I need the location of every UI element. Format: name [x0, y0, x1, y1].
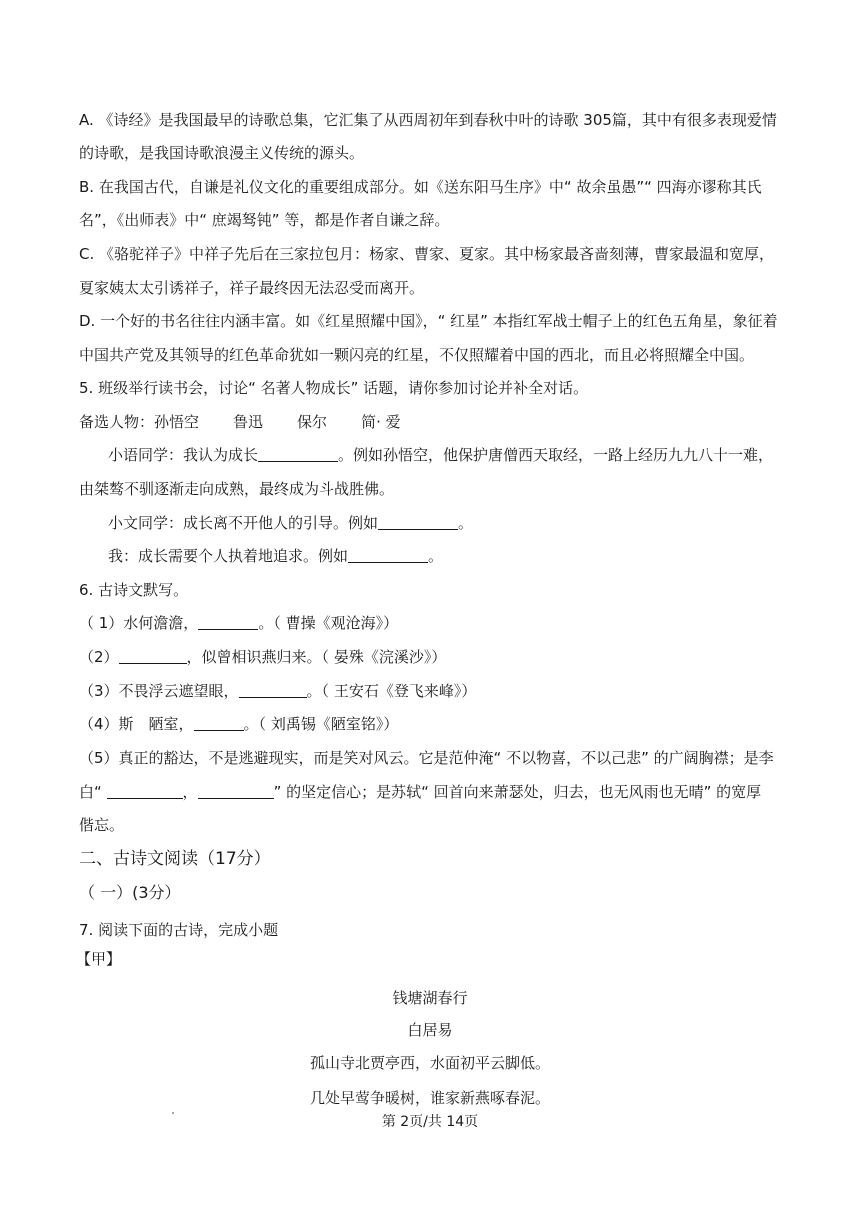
option-c-line-1: C. 《骆驼祥子》中祥子先后在三家拉包月：杨家、曹家、夏家。其中杨家最吝啬刻薄，曹家最温和宽厚，: [79, 245, 775, 263]
dictation-text: 白“: [79, 783, 107, 801]
section-2-subsection: （ 一）(3分）: [79, 883, 181, 902]
dictation-text: （2）: [79, 648, 119, 666]
dialogue-me: [108, 546, 784, 566]
dictation-item-4: [79, 714, 784, 734]
poem-title: 钱塘湖春行: [392, 989, 468, 1007]
answer-blank: [198, 614, 258, 630]
dialogue-xiaoyu: [108, 445, 784, 465]
candidates-line: [79, 412, 784, 432]
dictation-text: ，: [182, 783, 198, 801]
dictation-item-5-line-3: 偕忘。: [79, 816, 125, 834]
dictation-text: （ 1）水何澹澹，: [79, 614, 199, 632]
section-2-title: 二、古诗文阅读（17分）: [79, 849, 271, 869]
dialogue-text: 我：成长需要个人执着地追求。例如: [108, 547, 349, 565]
page-footer: 第 2页/共 14页: [381, 1114, 479, 1130]
question-6-title: 6. 古诗文默写。: [79, 581, 189, 599]
poem-line-1: 孤山寺北贾亭西，水面初平云脚低。: [309, 1054, 550, 1072]
answer-blank: [119, 648, 187, 664]
dialogue-xiaowen: [108, 513, 784, 533]
answer-blank: [107, 783, 183, 799]
answer-blank: [378, 514, 458, 530]
answer-blank: [348, 547, 428, 563]
dictation-item-3: [79, 681, 784, 701]
poem-line-2: 几处早莺争暖树，谁家新燕啄春泥。: [309, 1089, 550, 1107]
dictation-text: 。（ 刘禹锡《陋室铭》）: [243, 715, 399, 733]
dictation-text: （4）斯 陋室，: [79, 715, 194, 733]
dictation-item-5-line-1: （5）真正的豁达，不是逃避现实，而是笑对风云。它是范仲淹“ 不以物喜，不以己悲” 的广阔胸襟；是李: [79, 749, 774, 767]
candidate-4: 简· 爱: [361, 413, 401, 431]
dialogue-text: 小文同学：成长离不开他人的引导。例如: [108, 514, 379, 532]
dictation-text: ，似曾相识燕归来。（ 晏殊《浣溪沙》）: [186, 648, 447, 666]
option-a-line-2: 的诗歌，是我国诗歌浪漫主义传统的源头。: [79, 144, 365, 162]
candidate-2: 鲁迅: [233, 413, 264, 431]
dialogue-text: 小语同学：我认为成长: [108, 446, 259, 464]
candidate-3: 保尔: [297, 413, 328, 431]
dialogue-text: 。: [428, 547, 444, 565]
answer-blank: [239, 682, 307, 698]
candidates-label: 备选人物：: [79, 413, 155, 431]
option-b-line-1: B. 在我国古代，自谦是礼仪文化的重要组成部分。如《送东阳马生序》中“ 故余虽愚”“ 四海亦谬称其氏: [79, 178, 762, 196]
poem-label: 【甲】: [76, 950, 122, 968]
option-d-line-2: 中国共产党及其领导的红色革命犹如一颗闪亮的红星，不仅照耀着中国的西北，而且必将照耀全中国。: [79, 346, 755, 364]
answer-blank: [258, 446, 338, 462]
option-d-line-1: D. 一个好的书名往往内涵丰富。如《红星照耀中国》，“ 红星” 本指红军战士帽子上的红色五角星，象征着: [79, 312, 778, 330]
answer-blank: [198, 783, 274, 799]
answer-blank: [194, 715, 244, 731]
dialogue-xiaoyu-cont: 由桀骜不驯逐渐走向成熟，最终成为斗战胜佛。: [79, 480, 395, 498]
question-5-title: 5. 班级举行读书会，讨论“ 名著人物成长” 话题，请你参加讨论并补全对话。: [79, 379, 589, 397]
question-7-title: 7. 阅读下面的古诗，完成小题: [79, 921, 279, 939]
dictation-text: （3）不畏浮云遮望眼，: [79, 682, 239, 700]
dictation-text: 。（ 王安石《登飞来峰》）: [306, 682, 477, 700]
dictation-item-2: [79, 647, 784, 667]
option-a-line-1: A. 《诗经》是我国最早的诗歌总集，它汇集了从西周初年到春秋中叶的诗歌 305篇，其中有很多表现爱情: [79, 111, 777, 129]
option-b-line-2: 名”，《出师表》中“ 庶竭驽钝” 等，都是作者自谦之辞。: [79, 211, 450, 229]
dialogue-text: 。例如孙悟空，他保护唐僧西天取经，一路上经历九九八十一难，: [338, 446, 774, 464]
candidate-1: 孙悟空: [154, 413, 200, 431]
option-c-line-2: 夏家姨太太引诱祥子，祥子最终因无法忍受而离开。: [79, 279, 425, 297]
dictation-item-5-line-2: [79, 782, 784, 802]
poem-author: 白居易: [407, 1021, 453, 1039]
dictation-item-1: [79, 613, 784, 633]
dictation-text: 。（ 曹操《观沧海》）: [258, 614, 399, 632]
dictation-text: ” 的坚定信心；是苏轼“ 回首向来萧瑟处，归去，也无风雨也无晴” 的宽厚: [273, 783, 762, 801]
dialogue-text: 。: [458, 514, 474, 532]
